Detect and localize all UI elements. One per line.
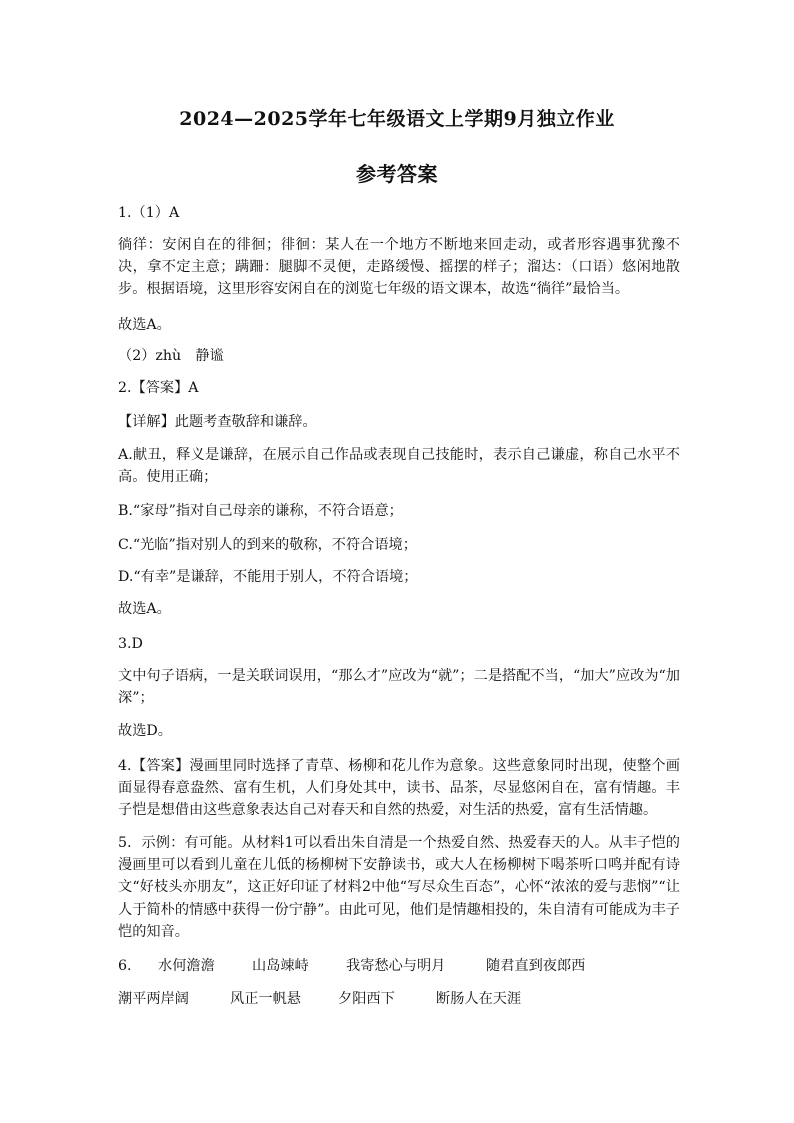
- q6-line: 夕阳西下: [338, 991, 395, 1007]
- q6-line: 风正一帆悬: [230, 991, 301, 1007]
- q4-answer: 4.【答案】漫画里同时选择了青草、杨柳和花儿作为意象。这些意象同时出现，使整个画面显得春意盎然、富有生机，人们身处其中，读书、品茶，尽显悠闲自在，富有情趣。丰子恺是想借由这些意象表达自己对春天和自然的热爱，对生活的热爱，富有生活情趣。: [118, 758, 680, 819]
- q2-option-d: D.“有幸”是谦辞，不能用于别人，不符合语境；: [118, 569, 418, 585]
- q1-answer: 1.（1）A: [118, 205, 180, 221]
- q6-line: 随君直到夜郎西: [486, 958, 586, 974]
- page-title: 2024—2025学年七年级语文上学期9月独立作业: [179, 108, 615, 130]
- q2-detail: 【详解】此题考查敬辞和谦辞。: [118, 414, 317, 430]
- page-subtitle: 参考答案: [356, 162, 438, 186]
- q6-line: 断肠人在天涯: [436, 991, 522, 1007]
- q6-line: 水何澹澹: [158, 958, 215, 974]
- q6-line: 潮平两岸阔: [118, 991, 189, 1007]
- q2-conclusion: 故选A。: [118, 601, 171, 617]
- q5-answer: 5．示例：有可能。从材料1可以看出朱自清是一个热爱自然、热爱春天的人。从丰子恺的漫画里可以看到儿童在儿低的杨柳树下安静读书，或大人在杨柳树下喝茶听口鸣并配有诗文“好枝头亦朋友”，这正好印证了材料2中他“写尽众生百态”，心怀“浓浓的爱与悲悯”“让人于简朴的情感中获得一份宁静”。由此可见，他们是情趣相投的，朱自清有可能成为丰子恺的知音。: [118, 835, 680, 940]
- q2-option-c: C.“光临”指对别人的到来的敬称，不符合语境；: [118, 537, 417, 553]
- q3-conclusion: 故选D。: [118, 723, 172, 739]
- q6-row-1: [118, 955, 585, 977]
- q1-part2: （2）zhù 静谧: [118, 348, 224, 364]
- q1-conclusion: 故选A。: [118, 317, 171, 333]
- q1-explanation: 徜徉：安闲自在的徘徊；徘徊：某人在一个地方不断地来回走动，或者形容遇事犹豫不决，拿不定主意；蹒跚：腿脚不灵便，走路缓慢、摇摆的样子；溜达：（口语）悠闲地散步。根据语境，这里形容安闲自在的浏览七年级的语文课本，故选“徜徉”最恰当。: [118, 237, 680, 298]
- q2-option-a: A.献丑，释义是谦辞，在展示自己作品或表现自己技能时，表示自己谦虚，称自己水平不高。使用正确；: [118, 447, 680, 486]
- q6-row-2: [118, 988, 521, 1010]
- q2-answer: 2.【答案】A: [118, 380, 199, 396]
- q3-explanation: 文中句子语病，一是关联词误用，“那么才”应改为“就”；二是搭配不当，“加大”应改为“加深”；: [118, 668, 680, 707]
- q6-line: 山岛竦峙: [252, 958, 309, 974]
- q6-line: 我寄愁心与明月: [346, 958, 446, 974]
- q3-answer: 3.D: [118, 636, 143, 652]
- q2-option-b: B.“家母”指对自己母亲的谦称，不符合语意；: [118, 503, 403, 519]
- q6-number: 6.: [118, 958, 132, 974]
